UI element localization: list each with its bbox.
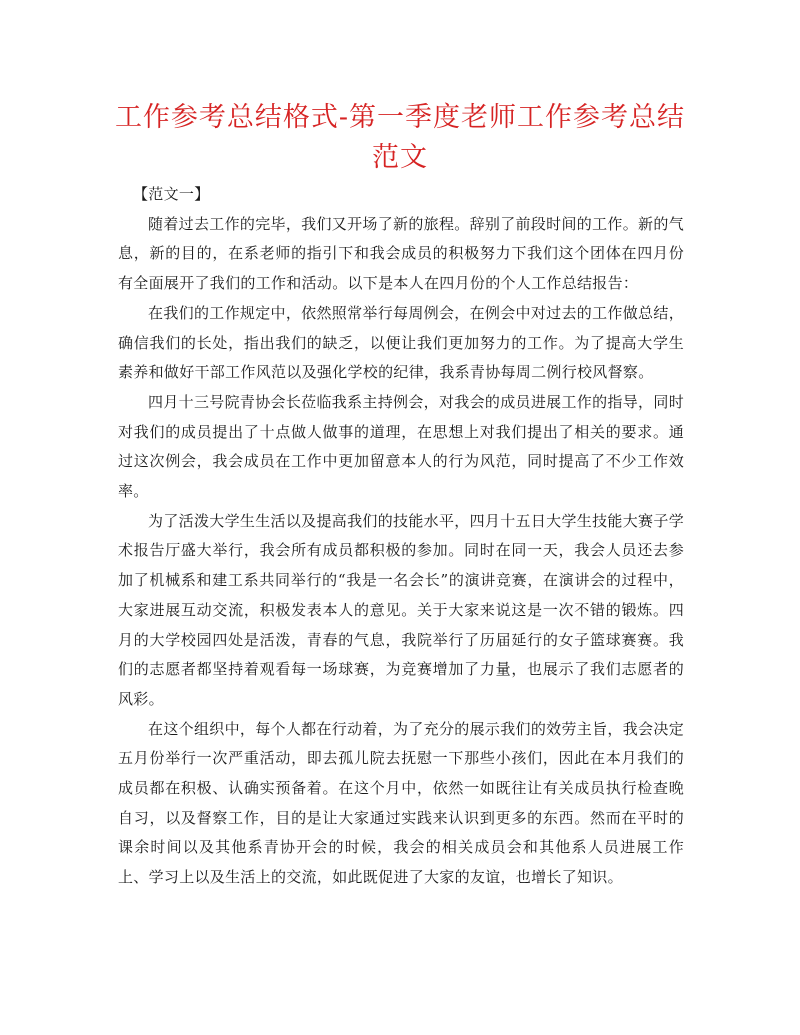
document-body [118, 180, 684, 893]
paragraph-5: 在这个组织中，每个人都在行动着，为了充分的展示我们的效劳主旨，我会决定五月份举行一次严重活动，即去孤儿院去抚慰一下那些小孩们，因此在本月我们的成员都在积极、认确实预备着。在这个月中，依然一如既往让有关成员执行检查晚自习，以及督察工作，目的是让大家通过实践来认识到更多的东西。然而在平时的课余时间以及其他系青协开会的时候，我会的相关成员会和其他系人员进展工作上、学习上以及生活上的交流，如此既促进了大家的友谊，也增长了知识。 [118, 719, 684, 887]
paragraph-4: 为了活泼大学生生活以及提高我们的技能水平，四月十五日大学生技能大赛子学术报告厅盛大举行，我会所有成员都积极的参加。同时在同一天，我会人员还去参加了机械系和建工系共同举行的“我是一名会长”的演讲竞赛，在演讲会的过程中，大家进展互动交流，积极发表本人的意见。关于大家来说这是一次不错的锻炼。四月的大学校园四处是活泼，青春的气息，我院举行了历届延行的女子篮球赛赛。我们的志愿者都坚持着观看每一场球赛，为竞赛增加了力量，也展示了我们志愿者的风彩。 [118, 511, 684, 708]
document-title: 工作参考总结格式-第一季度老师工作参考总结范文 [114, 102, 686, 173]
paragraph-2: 在我们的工作规定中，依然照常举行每周例会，在例会中对过去的工作做总结，确信我们的长处，指出我们的缺乏，以便让我们更加努力的工作。为了提高大学生素养和做好干部工作风范以及强化学校的纪律，我系青协每周二例行校风督察。 [118, 303, 684, 382]
paragraph-1: 随着过去工作的完毕，我们又开场了新的旅程。辞别了前段时间的工作。新的气息，新的目的，在系老师的指引下和我会成员的积极努力下我们这个团体在四月份有全面展开了我们的工作和活动。以下是本人在四月份的个人工作总结报告： [118, 214, 684, 293]
section-label: 【范文一】 [133, 185, 210, 203]
paragraph-3: 四月十三号院青协会长莅临我系主持例会，对我会的成员进展工作的指导，同时对我们的成员提出了十点做人做事的道理，在思想上对我们提出了相关的要求。通过这次例会，我会成员在工作中更加留意本人的行为风范，同时提高了不少工作效率。 [118, 392, 684, 501]
